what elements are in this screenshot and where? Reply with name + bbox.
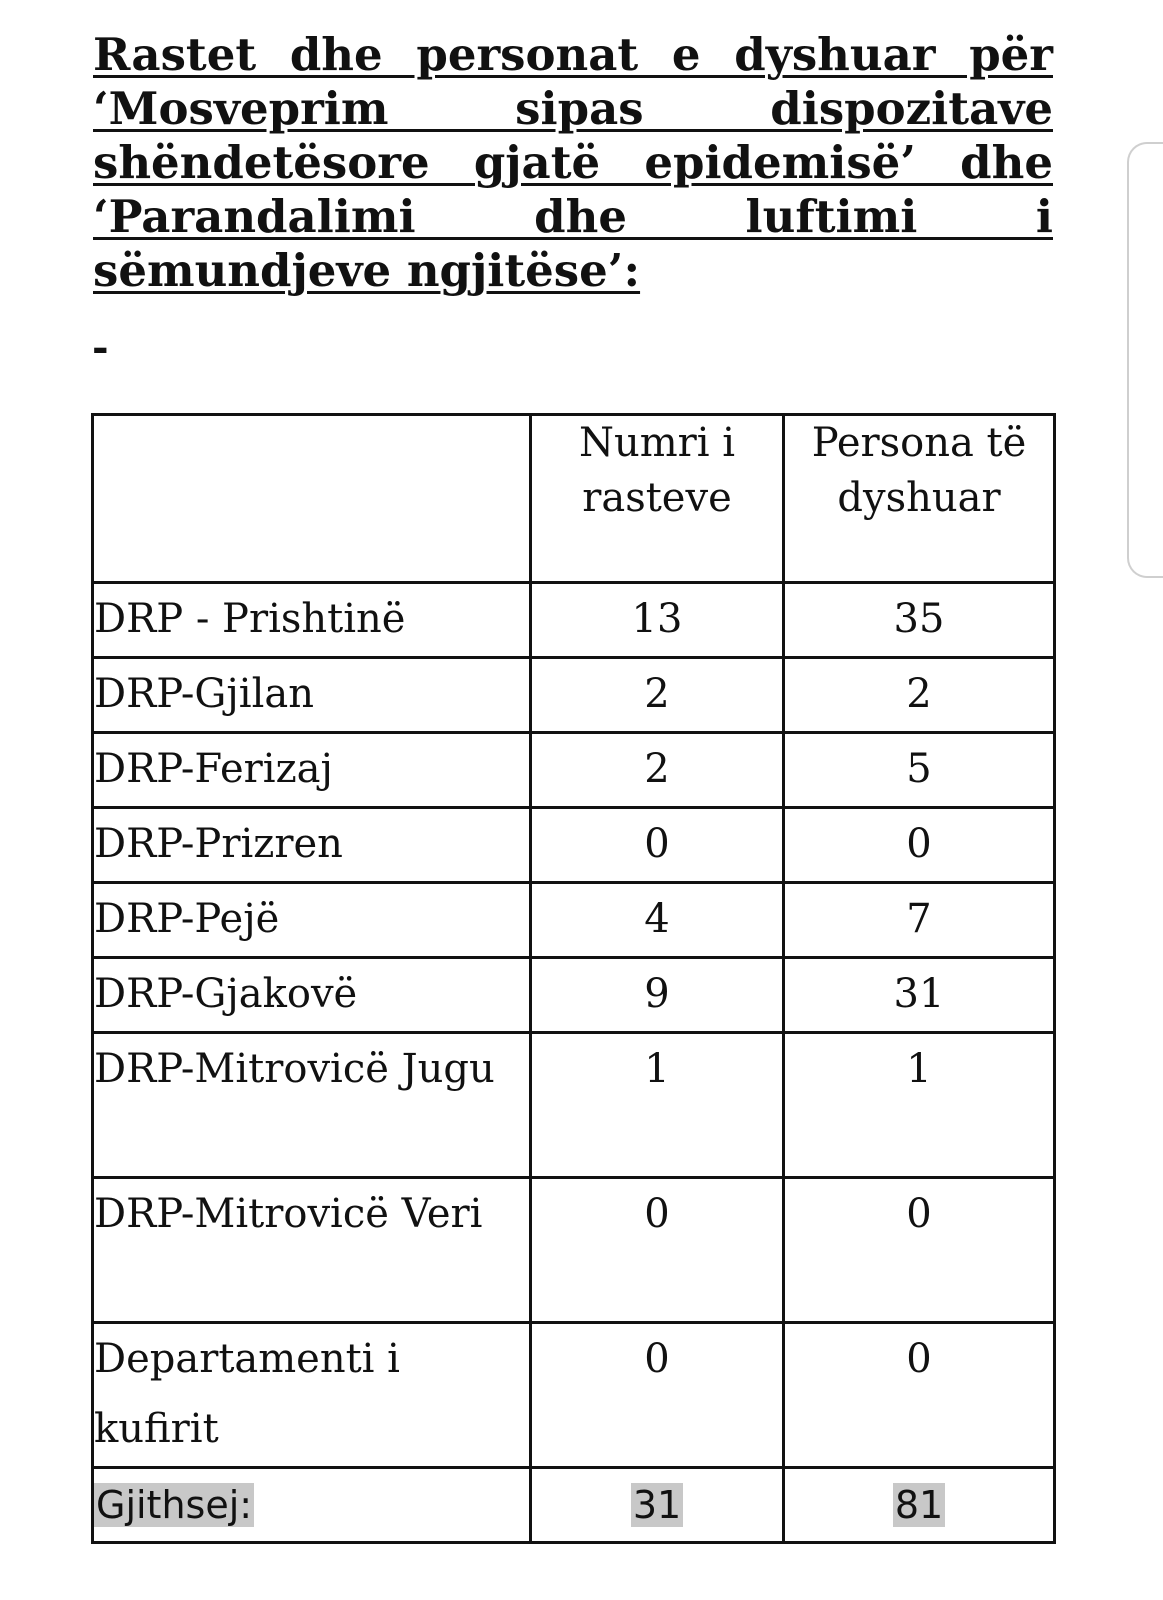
table-row: [93, 808, 1055, 883]
suspects-count: 1: [784, 1033, 1055, 1178]
region-name: Departamenti i kufirit: [93, 1323, 531, 1468]
suspects-count: 31: [784, 958, 1055, 1033]
suspects-count: 0: [784, 808, 1055, 883]
cases-count: 4: [531, 883, 784, 958]
suspects-count: 0: [784, 1323, 1055, 1468]
cases-count: 0: [531, 1178, 784, 1323]
total-cases-cell: [531, 1468, 784, 1543]
cases-table: [91, 413, 1056, 1544]
region-name: DRP-Gjakovë: [93, 958, 531, 1033]
suspects-count: 2: [784, 658, 1055, 733]
table-row: [93, 958, 1055, 1033]
header-cases: Numri i rasteve: [531, 415, 784, 583]
region-name: DRP-Mitrovicë Jugu: [93, 1033, 531, 1178]
suspects-count: 7: [784, 883, 1055, 958]
header-region: [93, 415, 531, 583]
cases-count: 9: [531, 958, 784, 1033]
cases-count: 1: [531, 1033, 784, 1178]
document-heading: Rastet dhe personat e dyshuar për ‘Mosveprim sipas dispozitave shëndetësore gjatë epidemisë’ dhe ‘Parandalimi dhe luftimi i sëmundjeve ngjitëse’:: [93, 28, 1053, 297]
scroll-handle[interactable]: [1127, 142, 1163, 578]
region-name: DRP - Prishtinë: [93, 583, 531, 658]
table-row: [93, 1178, 1055, 1323]
total-label-cell: [93, 1468, 531, 1543]
cases-count: 2: [531, 733, 784, 808]
region-name: DRP-Mitrovicë Veri: [93, 1178, 531, 1323]
table-row: [93, 733, 1055, 808]
total-cases: 31: [632, 1483, 682, 1527]
header-suspects: Persona të dyshuar: [784, 415, 1055, 583]
total-row: [93, 1468, 1055, 1543]
suspects-count: 5: [784, 733, 1055, 808]
total-suspects: 81: [894, 1483, 944, 1527]
total-suspects-cell: [784, 1468, 1055, 1543]
table-row: [93, 1323, 1055, 1468]
cases-count: 2: [531, 658, 784, 733]
region-name: DRP-Ferizaj: [93, 733, 531, 808]
total-label: Gjithsej:: [96, 1483, 253, 1527]
cases-count: 0: [531, 1323, 784, 1468]
suspects-count: 35: [784, 583, 1055, 658]
region-name: DRP-Pejë: [93, 883, 531, 958]
table-row: [93, 583, 1055, 658]
cases-count: 0: [531, 808, 784, 883]
cases-count: 13: [531, 583, 784, 658]
table-header-row: [93, 415, 1055, 583]
table-row: [93, 658, 1055, 733]
region-name: DRP-Gjilan: [93, 658, 531, 733]
dash-marker: -: [92, 324, 109, 371]
table-row: [93, 1033, 1055, 1178]
table-row: [93, 883, 1055, 958]
region-name: DRP-Prizren: [93, 808, 531, 883]
suspects-count: 0: [784, 1178, 1055, 1323]
